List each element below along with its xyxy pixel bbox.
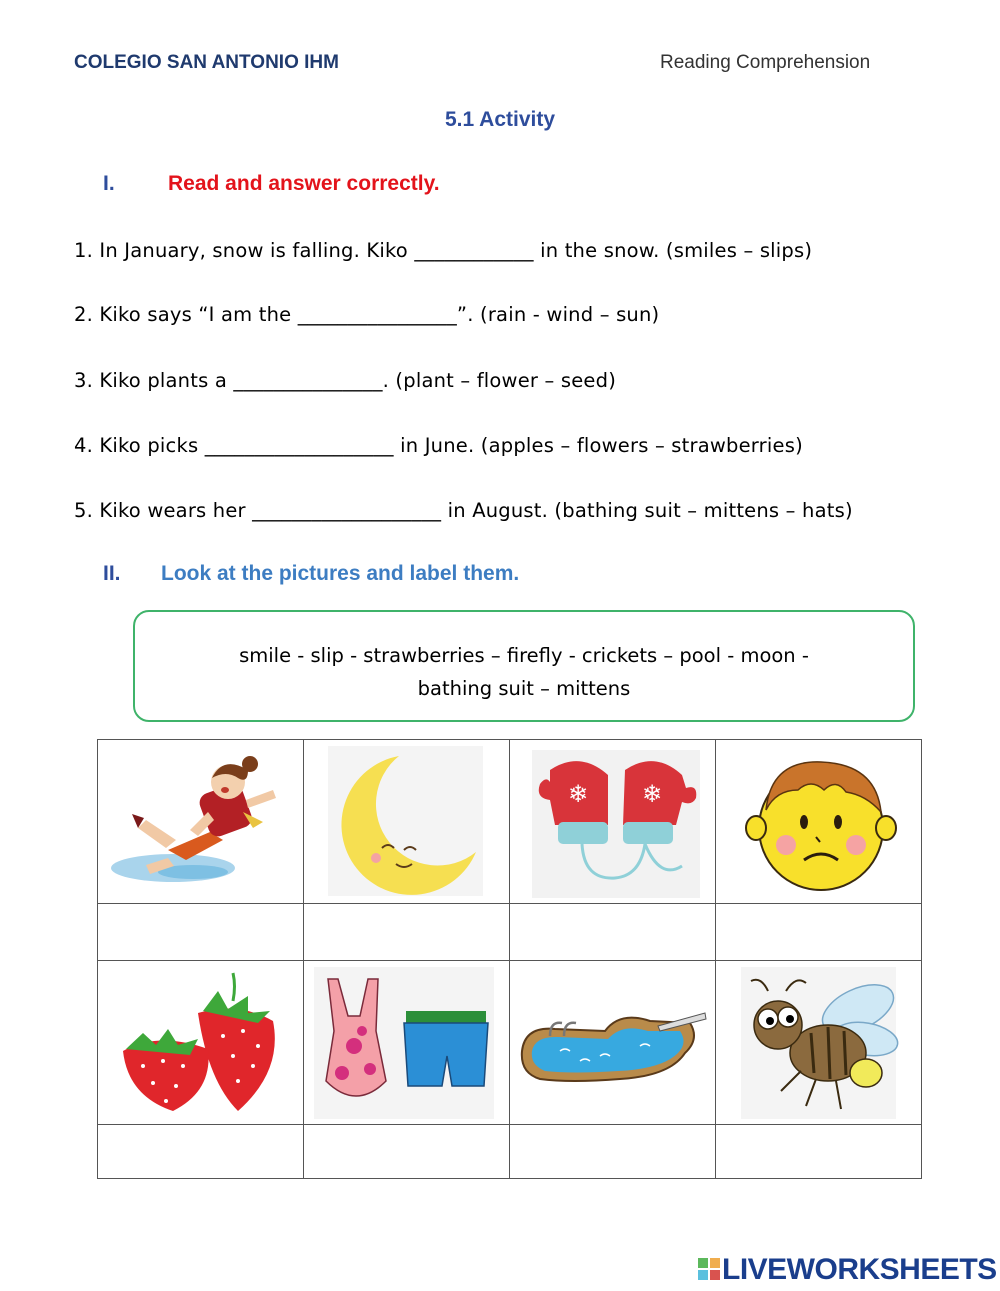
answer-input[interactable]: [510, 904, 719, 962]
answer-cell[interactable]: [98, 1125, 304, 1179]
section2-number: II.: [103, 562, 121, 585]
activity-title: 5.1 Activity: [444, 108, 556, 131]
picture-cell: [98, 740, 304, 904]
picture-cell: [510, 740, 716, 904]
question-1: 1. In January, snow is falling. Kiko ____________ in the snow. (smiles – slips): [74, 239, 813, 262]
sad-face-icon: [716, 740, 921, 903]
word-bank-line-2: bathing suit – mittens: [417, 677, 631, 700]
section2-title: Look at the pictures and label them.: [161, 562, 520, 585]
word-bank-line-1: smile - slip - strawberries – firefly - crickets – pool - moon -: [239, 644, 809, 667]
answer-cell[interactable]: [98, 904, 304, 961]
bathing-suit-icon: [304, 961, 509, 1124]
answer-cell[interactable]: [716, 904, 922, 961]
question-2: 2. Kiko says “I am the ________________”. (rain - wind – sun): [74, 303, 660, 326]
answer-cell[interactable]: [510, 904, 716, 961]
answer-cell[interactable]: [716, 1125, 922, 1179]
section1-title: Read and answer correctly.: [168, 172, 440, 195]
svg-text:❄: ❄: [567, 780, 589, 808]
liveworksheets-logo-icon: [698, 1258, 720, 1282]
picture-cell: [98, 961, 304, 1125]
subject-title: Reading Comprehension: [660, 52, 871, 73]
answer-input[interactable]: [98, 1125, 307, 1180]
answer-cell[interactable]: [304, 904, 510, 961]
moon-icon: [304, 740, 509, 903]
picture-cell: [510, 961, 716, 1125]
strawberries-icon: [98, 961, 303, 1124]
answer-input[interactable]: [98, 904, 307, 962]
svg-text:❄: ❄: [641, 780, 663, 808]
pool-icon: [510, 961, 715, 1124]
mittens-icon: [510, 740, 715, 903]
girl-slipping-icon: [98, 740, 303, 903]
answer-input[interactable]: [304, 1125, 513, 1180]
question-4: 4. Kiko picks ___________________ in June. (apples – flowers – strawberries): [74, 434, 803, 457]
answer-input[interactable]: [304, 904, 513, 962]
answer-cell[interactable]: [510, 1125, 716, 1179]
answer-input[interactable]: [716, 904, 925, 962]
answer-cell[interactable]: [304, 1125, 510, 1179]
school-name: COLEGIO SAN ANTONIO IHM: [74, 52, 339, 73]
firefly-icon: [716, 961, 921, 1124]
word-bank: [133, 610, 915, 722]
picture-cell: [304, 961, 510, 1125]
section1-number: I.: [103, 172, 115, 195]
answer-input[interactable]: [716, 1125, 925, 1180]
answer-input[interactable]: [510, 1125, 719, 1180]
liveworksheets-logo[interactable]: [698, 1253, 997, 1287]
picture-cell: [304, 740, 510, 904]
picture-cell: [716, 961, 922, 1125]
question-5: 5. Kiko wears her ___________________ in August. (bathing suit – mittens – hats): [74, 499, 853, 522]
picture-grid: [97, 739, 922, 1179]
logo-text: LIVEWORKSHEETS: [722, 1253, 997, 1286]
picture-cell: [716, 740, 922, 904]
question-3: 3. Kiko plants a _______________. (plant – flower – seed): [74, 369, 617, 392]
